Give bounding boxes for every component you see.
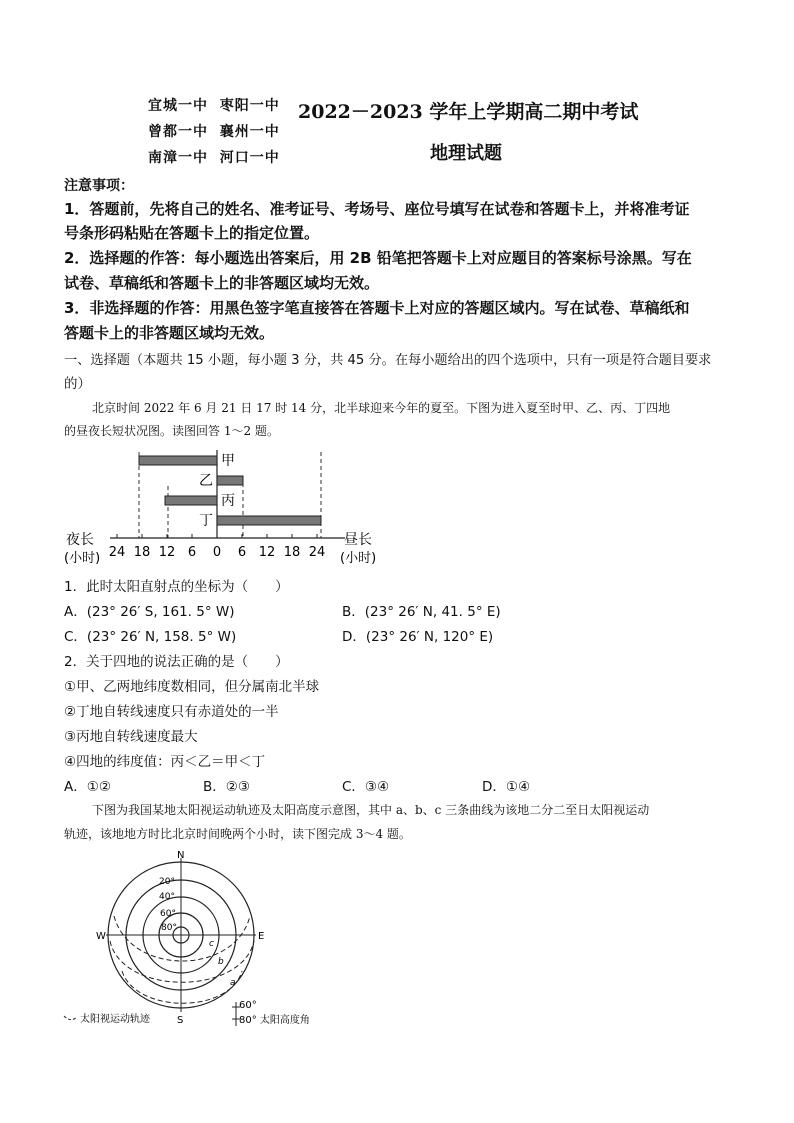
bar-label-丙: 丙 (221, 493, 235, 509)
axis-label-day-unit: (小时) (340, 551, 377, 566)
q2-statement-1: ①甲、乙两地纬度数相同，但分属南北半球 (64, 679, 320, 695)
question-2-stem: 2．关于四地的说法正确的是（ ） (64, 654, 289, 670)
tick-label: 24 (308, 545, 326, 560)
school-name: 曾都一中 (148, 124, 208, 140)
sun-path-diagram (60, 846, 360, 1032)
north-label: N (177, 850, 185, 861)
axis-label-night: 夜长 (66, 532, 94, 548)
tick-label: 18 (133, 545, 151, 560)
south-label: S (177, 1015, 184, 1026)
notice-line: 号条形码粘贴在答题卡上的指定位置。 (64, 224, 320, 242)
notice-line: 1．答题前，先将自己的姓名、准考证号、考场号、座位号填写在试卷和答题卡上，并将准考证 (64, 200, 690, 218)
tick-label: 12 (158, 545, 176, 560)
notice-line: 3．非选择题的作答：用黑色签字笔直接答在答题卡上对应的答题区域内。写在试卷、草稿纸和 (64, 299, 690, 317)
legend-altitude-80: 80° 太阳高度角 (239, 1015, 310, 1026)
intro-paragraph-cont: 的昼夜长短状况图。读图回答 1～2 题。 (64, 424, 279, 438)
school-name: 宜城一中 (148, 98, 208, 114)
school-name: 河口一中 (219, 150, 280, 166)
notice-heading: 注意事项： (64, 178, 134, 194)
q2-option-a: A．①② (64, 779, 111, 795)
section-heading-cont: 的） (64, 376, 91, 392)
east-label: E (258, 931, 265, 942)
school-row-1 (148, 95, 280, 115)
exam-title: 2022－2023 学年上学期高二期中考试 (298, 101, 639, 123)
exam-subtitle: 地理试题 (430, 143, 502, 164)
q2-statement-3: ③丙地自转线速度最大 (64, 729, 198, 745)
q1-option-d: D．(23° 26′ N, 120° E) (342, 629, 494, 645)
q2-statement-4: ④四地的纬度值：丙＜乙＝甲＜丁 (64, 754, 266, 770)
school-row-2 (148, 121, 280, 141)
school-name: 襄州一中 (219, 124, 280, 140)
notice-line: 答题卡上的非答题区域均无效。 (64, 324, 275, 342)
question-1-stem: 1．此时太阳直射点的坐标为（ ） (64, 579, 289, 595)
curve-label-c: c (209, 939, 214, 949)
west-label: W (96, 931, 106, 942)
curve-label-b: b (218, 957, 224, 967)
ring-label-40: 40° (159, 892, 175, 902)
bar-label-乙: 乙 (199, 473, 213, 489)
sun-path-b (110, 941, 254, 982)
bar-label-丁: 丁 (199, 513, 213, 529)
legend-sun-path: 太阳视运动轨迹 (80, 1014, 150, 1025)
bar-label-甲: 甲 (221, 453, 235, 469)
tick-label: 12 (258, 545, 276, 560)
ring-label-20: 20° (159, 877, 175, 887)
intro-paragraph: 北京时间 2022 年 6 月 21 日 17 时 14 分，北半球迎来今年的夏至。下图为进入夏至时甲、乙、丙、丁四地 (92, 401, 671, 415)
legend-altitude-60: 60° (239, 1000, 257, 1011)
tick-label: 0 (212, 545, 222, 560)
curve-label-a: a (230, 978, 236, 988)
tick-label: 18 (283, 545, 301, 560)
school-name: 枣阳一中 (219, 98, 280, 114)
day-night-length-chart (60, 446, 390, 568)
axis-label-night-unit: (小时) (64, 551, 101, 566)
sun-path-c (114, 916, 250, 961)
q2-option-c: C．③④ (342, 779, 390, 795)
bar-甲 (139, 456, 217, 465)
bar-丙 (165, 496, 217, 505)
q2-option-b: B．②③ (203, 779, 250, 795)
q2-statement-2: ②丁地自转线速度只有赤道处的一半 (64, 704, 279, 720)
tick-label: 24 (108, 545, 126, 560)
q1-option-c: C．(23° 26′ N, 158. 5° W) (64, 629, 237, 645)
tick-label: 6 (237, 545, 247, 560)
notice-line: 试卷、草稿纸和答题卡上的非答题区域均无效。 (64, 274, 380, 292)
notice-line: 2．选择题的作答：每小题选出答案后，用 2B 铅笔把答题卡上对应题目的答案标号涂黑。写在 (64, 249, 692, 267)
sun-path-a (122, 971, 242, 1003)
bar-丁 (217, 516, 321, 525)
intro-paragraph-2: 下图为我国某地太阳视运动轨迹及太阳高度示意图，其中 a、b、c 三条曲线为该地二分二至日太阳视运动 (92, 803, 650, 817)
axis-label-day: 昼长 (344, 532, 372, 548)
ring-label-60: 60° (160, 909, 176, 919)
tick-label: 6 (187, 545, 197, 560)
legend-path-icon (64, 1016, 76, 1020)
ring-label-80: 80° (161, 923, 177, 933)
school-name: 南漳一中 (148, 150, 208, 166)
school-row-3 (148, 147, 280, 167)
bar-乙 (217, 476, 243, 485)
intro-paragraph-2-cont: 轨迹，该地地方时比北京时间晚两个小时，读下图完成 3～4 题。 (64, 827, 411, 841)
q2-option-d: D．①④ (482, 779, 531, 795)
q1-option-a: A．(23° 26′ S, 161. 5° W) (64, 604, 235, 620)
section-heading: 一、选择题（本题共 15 小题，每小题 3 分，共 45 分。在每小题给出的四个选项中，只有一项是符合题目要求 (64, 353, 712, 368)
q1-option-b: B．(23° 26′ N, 41. 5° E) (342, 604, 501, 620)
